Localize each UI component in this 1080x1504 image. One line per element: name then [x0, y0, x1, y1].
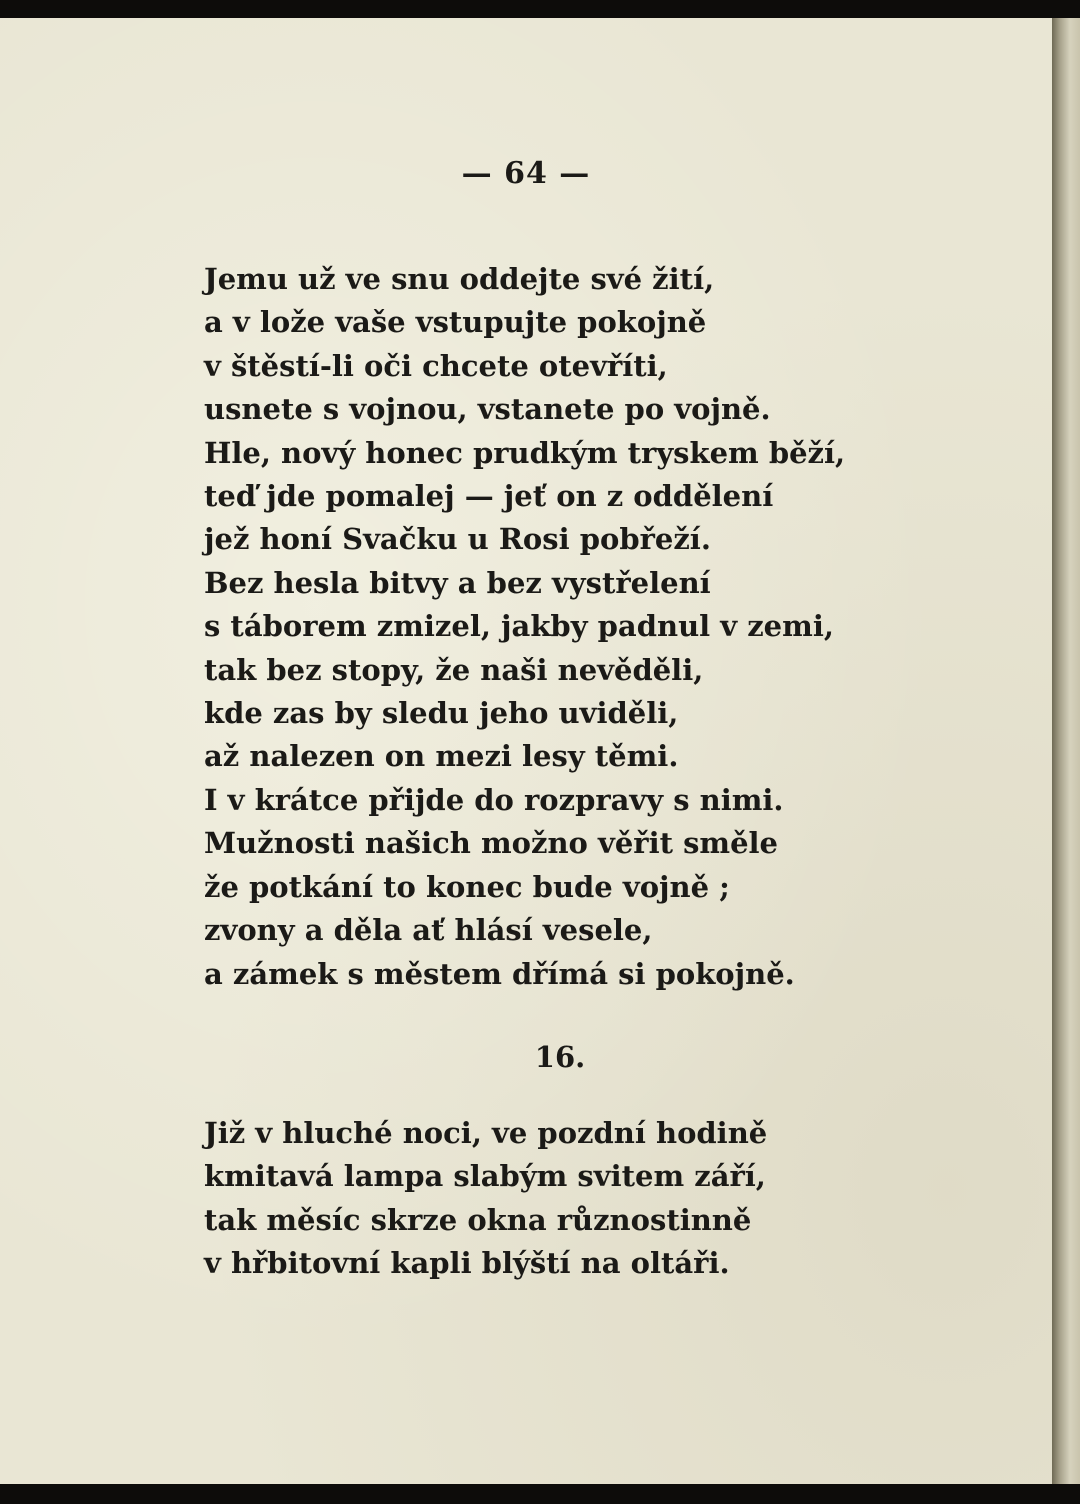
- verse-line: kde zas by sledu jeho uviděli,: [204, 696, 679, 731]
- stanza-2: [204, 1112, 767, 1286]
- verse-line: usnete s vojnou, vstanete po vojně.: [204, 392, 771, 427]
- page-edge: [1052, 18, 1080, 1484]
- section-number: 16.: [534, 1040, 586, 1074]
- verse-line: v štěstí-li oči chcete otevříti,: [204, 348, 668, 383]
- verse-line: Mužnosti našich možno věřit směle: [204, 826, 779, 861]
- stanza-1: [204, 258, 845, 996]
- book-page: [0, 18, 1052, 1484]
- verse-line: s táborem zmizel, jakby padnul v zemi,: [204, 609, 834, 644]
- verse-line: až nalezen on mezi lesy těmi.: [204, 739, 679, 774]
- verse-line: I v krátce přijde do rozpravy s nimi.: [204, 782, 784, 817]
- verse-line: tak měsíc skrze okna různostinně: [204, 1202, 752, 1237]
- verse-line: Již v hluché noci, ve pozdní hodině: [204, 1116, 768, 1150]
- verse-line: teď jde pomalej — jeť on z oddělení: [204, 479, 774, 514]
- scan-border: [0, 1484, 1080, 1504]
- verse-line: že potkání to konec bude vojně ;: [204, 869, 730, 904]
- verse-line: Bez hesla bitvy a bez vystřelení: [204, 565, 711, 600]
- verse-line: Jemu už ve snu oddejte své žití,: [204, 262, 715, 296]
- verse-line: tak bez stopy, že naši nevěděli,: [204, 652, 704, 687]
- verse-line: zvony a děla ať hlásí vesele,: [204, 913, 653, 948]
- verse-line: v hřbitovní kapli blýští na oltáři.: [204, 1246, 730, 1281]
- verse-line: Hle, nový honec prudkým tryskem běží,: [204, 435, 846, 470]
- verse-line: jež honí Svačku u Rosi pobřeží.: [204, 522, 711, 557]
- verse-line: kmitavá lampa slabým svitem září,: [204, 1159, 766, 1194]
- verse-line: a v lože vaše vstupujte pokojně: [204, 305, 707, 340]
- page-number-header: — 64 —: [461, 156, 591, 191]
- verse-line: a zámek s městem dřímá si pokojně.: [204, 956, 795, 991]
